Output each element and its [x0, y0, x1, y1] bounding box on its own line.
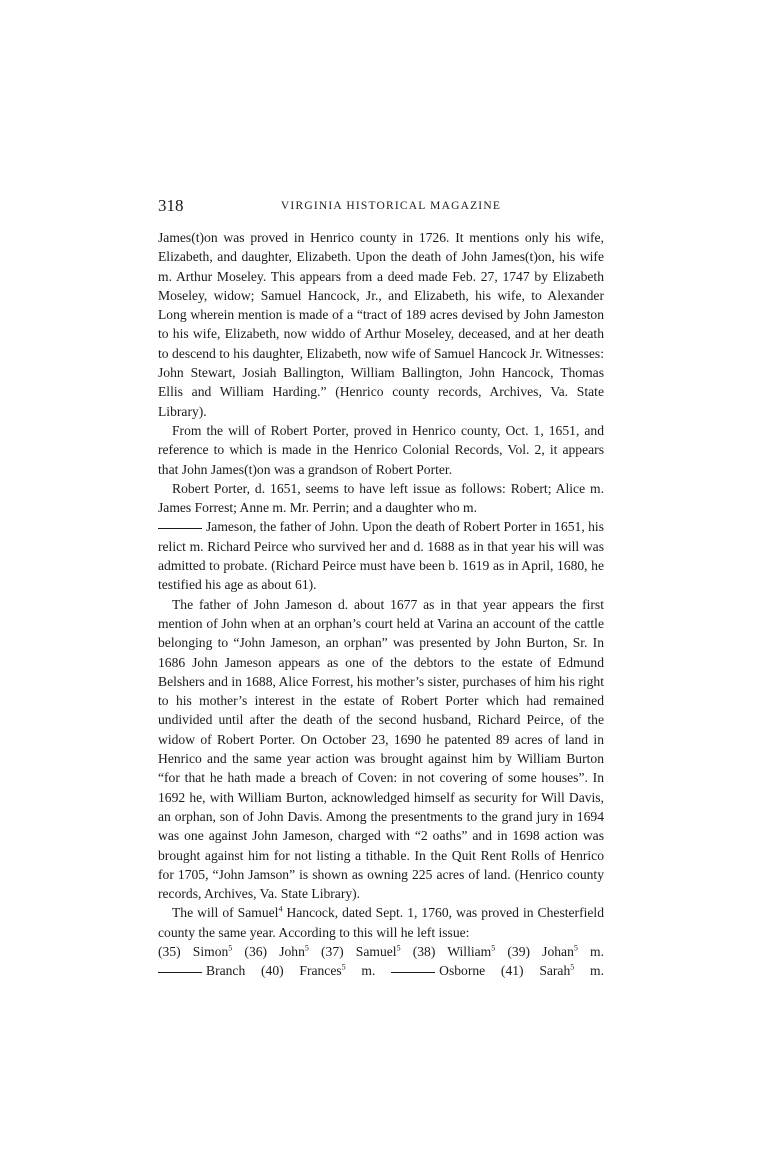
issue-35: (35) Simon$^5$	[158, 943, 233, 959]
running-head	[158, 198, 604, 220]
page-number: 318	[158, 196, 184, 215]
issue-37: (37) Samuel$^5$	[321, 943, 401, 959]
journal-title: VIRGINIA HISTORICAL MAGAZINE	[280, 200, 502, 212]
issue-41: (41) Sarah$^5$ m.	[500, 962, 604, 979]
paragraph-1: James(t)on was proved in Henrico county in 1726. It mentions only his wife, Elizabeth, and daughter, Elizabeth. Upon the death of John James(t)on, his wife m. Arthur Moseley. This appears from a deed made Feb. 27, 1747 by Elizabeth Moseley, widow; Samuel Hancock, Jr., and Elizabeth, his wife, to Alexander Long wherein mention is made of a “tract of 189 acres devised by John Jameston to his wife, Elizabeth, now widdo of Arthur Moseley, deceased, and at her death to descend to his daughter, Elizabeth, now wife of Samuel Hancock Jr. Witnesses: John Stewart, Josiah Ballington, William Ballington, John Hancock, Thomas Ellis and William Harding.” (Henrico county records, Archives, Va. State Library).	[158, 230, 604, 419]
issue-list-line-1	[158, 942, 604, 961]
issue-38: (38) William$^5$	[412, 943, 496, 959]
blank-dash	[158, 528, 202, 529]
osborne-surname: Osborne	[439, 963, 486, 979]
paragraph-3: Robert Porter, d. 1651, seems to have left issue as follows: Robert; Alice m. James Forrest; Anne m. Mr. Perrin; and a daughter who m.	[158, 480, 604, 516]
paragraph-3-continued-text: Jameson, the father of John. Upon the death of Robert Porter in 1651, his relict m. Richard Peirce who survived her and d. 1688 as in that year his will was admitted to probate. (Richard Peirce must have been b. 1619 as in April, 1680, he testified his age as about 61).	[158, 519, 604, 593]
issue-list-line-2	[158, 961, 604, 980]
paragraph-5-text-a: The will of Samuel	[172, 905, 279, 921]
paragraph-2: From the will of Robert Porter, proved in Henrico county, Oct. 1, 1651, and reference to which is made in the Henrico Colonial Records, Vol. 2, it appears that John James(t)on was a grandson of Robert Porter.	[158, 422, 604, 477]
paragraph-4: The father of John Jameson d. about 1677 as in that year appears the first mention of John when at an orphan’s court held at Varina an account of the cattle belonging to “John Jameson, an orphan” was presented by John Burton, Sr. In 1686 John Jameson appears as one of the debtors to the estate of Edmund Belshers and in 1688, Alice Forrest, his mother’s sister, purchases of him his right to his mother’s interest in the estate of Robert Porter which had remained undivided until after the death of the second husband, Richard Peirce, of the widow of Robert Porter. On October 23, 1690 he patented 89 acres of land in Henrico and the same year action was brought against him by William Burton “for that he hath made a breach of Coven: in not covering of some houses”. In 1692 he, with William Burton, acknowledged himself as security for Will Davis, an orphan, son of John Davis. Among the presentments to the grand jury in 1694 was one against John Jameson, charged with “2 oaths” and in 1698 action was brought against him for not listing a tithable. In the Quit Rent Rolls of Henrico for 1705, “John Jamson” is shown as owning 225 acres of land. (Henrico county records, Archives, Va. State Library).	[158, 596, 604, 902]
page	[158, 198, 604, 981]
blank-dash	[158, 972, 202, 973]
branch-surname: Branch	[206, 963, 246, 979]
issue-40: (40) Frances$^5$ m.	[261, 962, 376, 979]
paragraph-5-text-b: Hancock, dated Sept. 1, 1760, was proved in Chesterfield county the same year. According to this will he left issue:	[158, 905, 604, 940]
paragraph-5	[158, 903, 604, 942]
paragraph-3-continued	[158, 517, 604, 594]
blank-dash	[391, 972, 435, 973]
issue-36: (36) John$^5$	[244, 943, 309, 959]
generation-superscript: 4	[278, 904, 283, 914]
issue-39: (39) Johan$^5$ m.	[507, 943, 604, 959]
